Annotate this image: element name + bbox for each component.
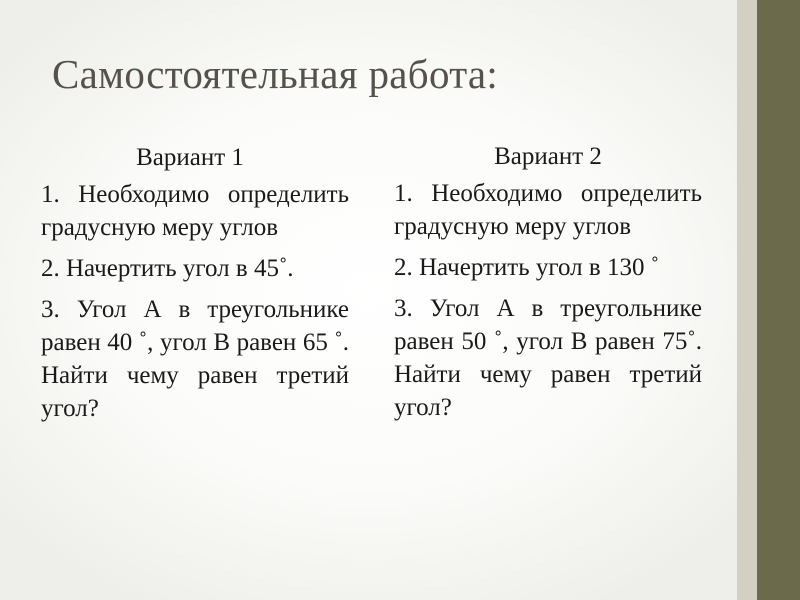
variant-2-task-list [394, 177, 702, 424]
variant-1-task-2: 2. Начертить угол в 45˚. [41, 255, 294, 282]
variant-2-task-2: 2. Начертить угол в 130 ˚ [394, 254, 660, 281]
variant-2-heading: Вариант 2 [494, 143, 602, 170]
variant-2-task-1: 1. Необходимо определить градусную меру углов [394, 180, 702, 240]
variant-1-task-list [41, 178, 349, 425]
variant-1-heading: Вариант 1 [136, 144, 244, 171]
decorative-stripe-light [737, 0, 757, 600]
variant-1-column [41, 142, 349, 433]
decorative-stripe-dark [757, 0, 800, 600]
slide-title: Самостоятельная работа: [52, 51, 499, 97]
variant-2-task-3: 3. Угол А в треугольнике равен 50 ˚, угол В равен 75˚. Найти чему равен третий угол? [394, 295, 702, 421]
variant-2-column [394, 141, 702, 432]
variant-1-task-3: 3. Угол А в треугольнике равен 40 ˚, угол В равен 65 ˚. Найти чему равен третий угол? [41, 296, 349, 422]
variant-1-task-1: 1. Необходимо определить градусную меру углов [41, 181, 349, 241]
